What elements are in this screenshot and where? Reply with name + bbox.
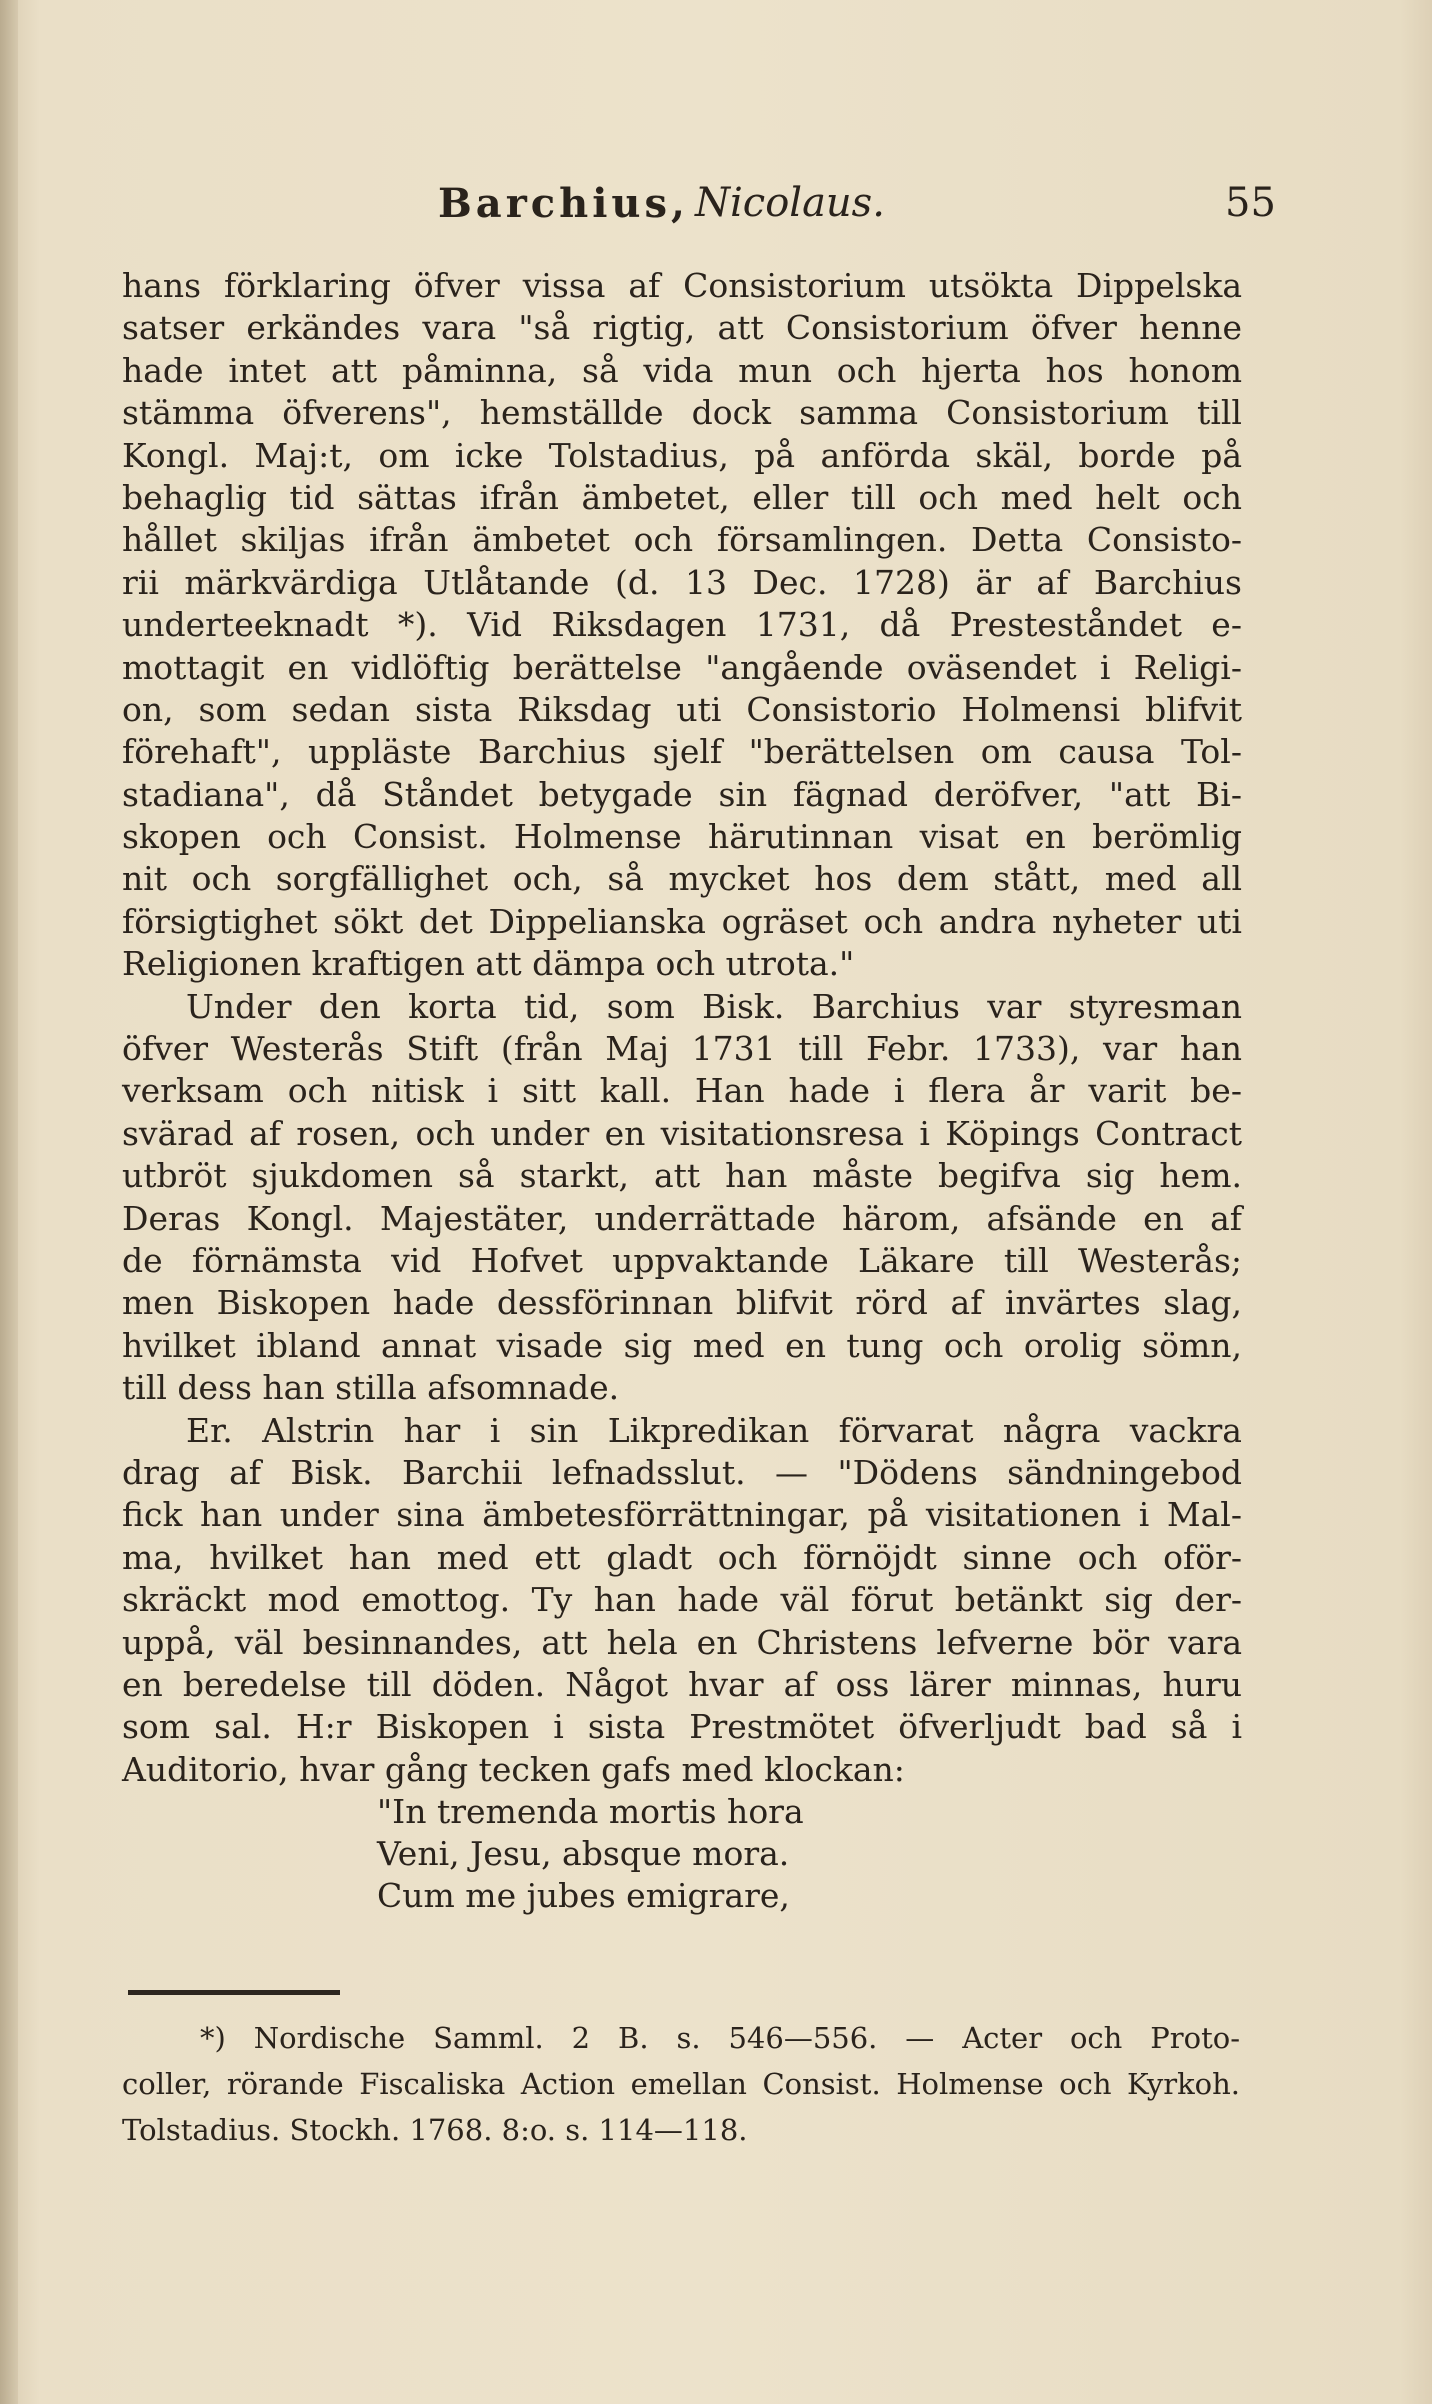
- text-line: Religionen kraftigen att dämpa och utrota.": [122, 944, 855, 984]
- text-line: Kongl. Maj:t, om icke Tolstadius, på anförda skäl, borde på: [122, 435, 1242, 475]
- text-line: hade intet att påminna, så vida mun och hjerta hos honom: [122, 350, 1242, 390]
- paragraph-first-line: Under den korta tid, som Bisk. Barchius var styresman: [186, 986, 1242, 1026]
- text-line: mottagit en vidlöftig berättelse "angående oväsendet i Religi-: [122, 647, 1242, 687]
- header-surname: Barchius,: [438, 180, 689, 227]
- running-header: [400, 180, 1300, 240]
- footnote-line: coller, rörande Fiscaliska Action emellan Consist. Holmense och Kyrkoh.: [122, 2067, 1240, 2101]
- verse-line: Veni, Jesu, absque mora.: [377, 1834, 790, 1874]
- text-line: hans förklaring öfver vissa af Consistorium utsökta Dippelska: [122, 266, 1242, 305]
- header-given-name: Nicolaus.: [695, 180, 885, 226]
- text-line: öfver Westerås Stift (från Maj 1731 till Febr. 1733), var han: [122, 1029, 1242, 1069]
- text-line: stämma öfverens", hemställde dock samma Consistorium till: [122, 393, 1242, 433]
- text-line: behaglig tid sättas ifrån ämbetet, eller till och med helt och: [122, 477, 1242, 517]
- verse-line: "In tremenda mortis hora: [377, 1792, 804, 1832]
- text-line: skräckt mod emottog. Ty han hade väl förut betänkt sig der-: [122, 1580, 1242, 1620]
- text-line: förehaft", uppläste Barchius sjelf "berättelsen om causa Tol-: [122, 732, 1242, 772]
- main-text: [122, 265, 1242, 1917]
- footnote-divider: [128, 1990, 340, 1995]
- text-line: skopen och Consist. Holmense härutinnan visat en berömlig: [122, 817, 1242, 857]
- text-line: fick han under sina ämbetesförrättningar, på visitationen i Mal-: [122, 1495, 1242, 1535]
- footnote: [122, 2015, 1240, 2153]
- text-line: de förnämsta vid Hofvet uppvaktande Läkare till Westerås;: [122, 1240, 1242, 1280]
- footnote-line: Tolstadius. Stockh. 1768. 8:o. s. 114—118.: [122, 2113, 748, 2147]
- text-line: som sal. H:r Biskopen i sista Prestmötet öfverljudt bad så i: [122, 1707, 1242, 1747]
- text-line: utbröt sjukdomen så starkt, att han måste begifva sig hem.: [122, 1156, 1242, 1196]
- page-number: 55: [1225, 180, 1276, 226]
- text-line: Deras Kongl. Majestäter, underrättade härom, afsände en af: [122, 1198, 1242, 1238]
- footnote-line: *) Nordische Samml. 2 B. s. 546—556. — Acter och Proto-: [200, 2021, 1240, 2055]
- paragraph-first-line: Er. Alstrin har i sin Likpredikan förvarat några vackra: [186, 1410, 1242, 1450]
- text-line: underteeknadt *). Vid Riksdagen 1731, då Presteståndet e-: [122, 605, 1242, 645]
- text-line: hvilket ibland annat visade sig med en tung och orolig sömn,: [122, 1325, 1242, 1365]
- text-line: en beredelse till döden. Något hvar af oss lärer minnas, huru: [122, 1664, 1242, 1704]
- text-line: stadiana", då Ståndet betygade sin fägnad deröfver, "att Bi-: [122, 774, 1242, 814]
- text-line: försigtighet sökt det Dippelianska ogräset och andra nyheter uti: [122, 901, 1242, 941]
- text-line: svärad af rosen, och under en visitationsresa i Köpings Contract: [122, 1113, 1242, 1153]
- book-spine-shadow: [0, 0, 18, 2404]
- text-line: satser erkändes vara "så rigtig, att Consistorium öfver henne: [122, 308, 1242, 348]
- text-line: nit och sorgfällighet och, så mycket hos dem stått, med all: [122, 859, 1242, 899]
- verse-line: Cum me jubes emigrare,: [377, 1876, 790, 1916]
- text-line: Auditorio, hvar gång tecken gafs med klockan:: [122, 1749, 905, 1789]
- text-line: rii märkvärdiga Utlåtande (d. 13 Dec. 1728) är af Barchius: [122, 562, 1242, 602]
- text-line: drag af Bisk. Barchii lefnadsslut. — "Dödens sändningebod: [122, 1452, 1242, 1492]
- text-line: on, som sedan sista Riksdag uti Consistorio Holmensi blifvit: [122, 689, 1242, 729]
- text-line: ma, hvilket han med ett gladt och förnöjdt sinne och oför-: [122, 1537, 1242, 1577]
- text-line: men Biskopen hade dessförinnan blifvit rörd af invärtes slag,: [122, 1283, 1242, 1323]
- text-line: verksam och nitisk i sitt kall. Han hade i flera år varit be-: [122, 1071, 1242, 1111]
- text-line: hållet skiljas ifrån ämbetet och församlingen. Detta Consisto-: [122, 520, 1242, 560]
- text-line: till dess han stilla afsomnade.: [122, 1368, 620, 1408]
- text-line: uppå, väl besinnandes, att hela en Christens lefverne bör vara: [122, 1622, 1242, 1662]
